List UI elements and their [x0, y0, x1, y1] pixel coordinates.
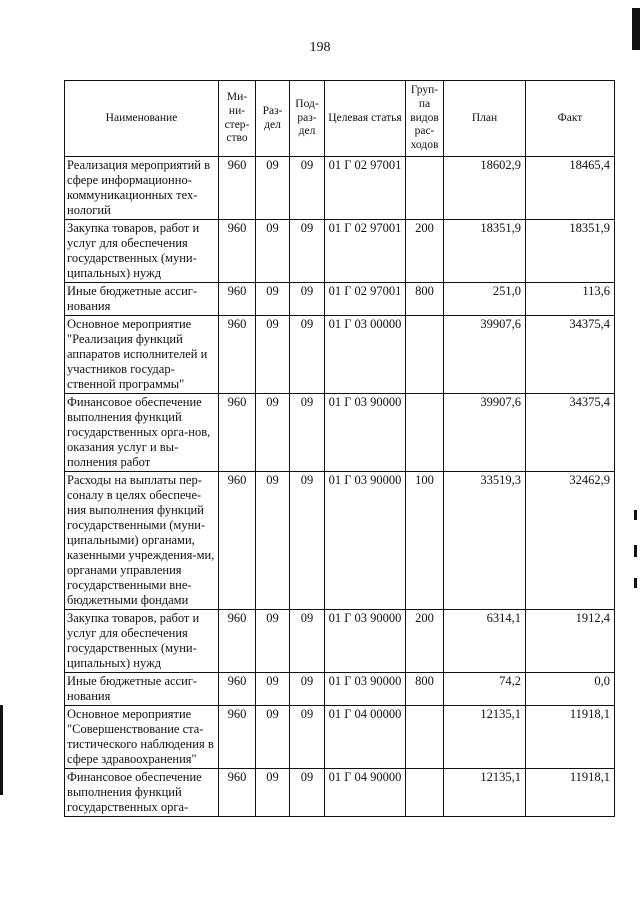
row-target: 01 Г 03 90000 — [325, 472, 406, 610]
scan-edge-mark-3 — [634, 578, 637, 588]
row-target: 01 Г 02 97001 — [325, 220, 406, 283]
row-subsection: 09 — [290, 769, 325, 817]
row-ministry: 960 — [219, 673, 256, 706]
row-target: 01 Г 02 97001 — [325, 283, 406, 316]
row-group — [406, 394, 444, 472]
row-plan: 18351,9 — [444, 220, 526, 283]
row-plan: 39907,6 — [444, 394, 526, 472]
row-plan: 6314,1 — [444, 610, 526, 673]
row-plan: 12135,1 — [444, 706, 526, 769]
table-row — [65, 220, 615, 283]
header-fact: Факт — [526, 81, 615, 157]
row-section: 09 — [256, 610, 290, 673]
row-group: 200 — [406, 610, 444, 673]
scan-edge-mark-left — [0, 705, 3, 795]
table-row — [65, 610, 615, 673]
row-group: 200 — [406, 220, 444, 283]
row-target: 01 Г 03 90000 — [325, 610, 406, 673]
header-target: Целевая статья — [325, 81, 406, 157]
row-section: 09 — [256, 706, 290, 769]
row-ministry: 960 — [219, 610, 256, 673]
scan-edge-mark-2 — [634, 545, 637, 557]
row-section: 09 — [256, 394, 290, 472]
row-ministry: 960 — [219, 220, 256, 283]
row-fact: 34375,4 — [526, 394, 615, 472]
row-fact: 18351,9 — [526, 220, 615, 283]
header-ministry: Ми-ни-стер-ство — [219, 81, 256, 157]
row-section: 09 — [256, 157, 290, 220]
row-target: 01 Г 04 00000 — [325, 706, 406, 769]
row-fact: 11918,1 — [526, 769, 615, 817]
scan-edge-mark-top — [632, 8, 640, 50]
row-subsection: 09 — [290, 394, 325, 472]
row-section: 09 — [256, 283, 290, 316]
row-name: Реализация мероприятий в сфере информационно-коммуникационных тех-нологий — [65, 157, 219, 220]
table-row — [65, 283, 615, 316]
row-fact: 0,0 — [526, 673, 615, 706]
row-subsection: 09 — [290, 316, 325, 394]
row-fact: 113,6 — [526, 283, 615, 316]
header-row — [65, 81, 615, 157]
row-group — [406, 316, 444, 394]
row-target: 01 Г 03 90000 — [325, 673, 406, 706]
table-row — [65, 157, 615, 220]
row-name: Закупка товаров, работ и услуг для обеспечения государственных (муни-ципальных) нужд — [65, 610, 219, 673]
table-row — [65, 316, 615, 394]
table-row — [65, 673, 615, 706]
row-name: Закупка товаров, работ и услуг для обеспечения государственных (муни-ципальных) нужд — [65, 220, 219, 283]
row-name: Расходы на выплаты пер-соналу в целях обеспече-ния выполнения функций государственными (муни-ципальными) органами, казенными учреждения-ми, органами управления государственными вне-бюджетными фондами — [65, 472, 219, 610]
row-name: Финансовое обеспечение выполнения функций государственных орга-нов, оказания услуг и вы-полнения работ — [65, 394, 219, 472]
row-ministry: 960 — [219, 157, 256, 220]
row-section: 09 — [256, 673, 290, 706]
row-plan: 251,0 — [444, 283, 526, 316]
row-group: 800 — [406, 283, 444, 316]
table-row — [65, 706, 615, 769]
row-fact: 18465,4 — [526, 157, 615, 220]
table-row — [65, 769, 615, 817]
row-group: 100 — [406, 472, 444, 610]
row-subsection: 09 — [290, 706, 325, 769]
row-name: Иные бюджетные ассиг-нования — [65, 283, 219, 316]
row-name: Иные бюджетные ассиг-нования — [65, 673, 219, 706]
row-group — [406, 769, 444, 817]
row-plan: 39907,6 — [444, 316, 526, 394]
row-ministry: 960 — [219, 769, 256, 817]
row-ministry: 960 — [219, 316, 256, 394]
row-subsection: 09 — [290, 673, 325, 706]
header-subsection: Под-раз-дел — [290, 81, 325, 157]
row-subsection: 09 — [290, 610, 325, 673]
row-name: Основное мероприятие "Совершенствование ста-тистического наблюдения в сфере здравоохранения" — [65, 706, 219, 769]
row-subsection: 09 — [290, 472, 325, 610]
row-subsection: 09 — [290, 220, 325, 283]
table-row — [65, 472, 615, 610]
row-target: 01 Г 03 00000 — [325, 316, 406, 394]
header-section: Раз-дел — [256, 81, 290, 157]
row-fact: 34375,4 — [526, 316, 615, 394]
row-subsection: 09 — [290, 283, 325, 316]
scan-edge-mark-1 — [634, 510, 637, 520]
row-ministry: 960 — [219, 283, 256, 316]
row-name: Основное мероприятие "Реализация функций аппаратов исполнителей и участников государ-ственной программы" — [65, 316, 219, 394]
row-fact: 1912,4 — [526, 610, 615, 673]
row-fact: 32462,9 — [526, 472, 615, 610]
budget-table — [64, 80, 615, 817]
row-plan: 33519,3 — [444, 472, 526, 610]
row-group — [406, 157, 444, 220]
header-exp-group: Груп-па видов рас-ходов — [406, 81, 444, 157]
row-group: 800 — [406, 673, 444, 706]
row-plan: 74,2 — [444, 673, 526, 706]
row-group — [406, 706, 444, 769]
row-subsection: 09 — [290, 157, 325, 220]
table-row — [65, 394, 615, 472]
row-fact: 11918,1 — [526, 706, 615, 769]
row-plan: 12135,1 — [444, 769, 526, 817]
row-target: 01 Г 02 97001 — [325, 157, 406, 220]
row-target: 01 Г 04 90000 — [325, 769, 406, 817]
row-ministry: 960 — [219, 472, 256, 610]
row-section: 09 — [256, 769, 290, 817]
page-number: 198 — [309, 40, 331, 55]
row-ministry: 960 — [219, 394, 256, 472]
row-section: 09 — [256, 472, 290, 610]
row-plan: 18602,9 — [444, 157, 526, 220]
row-section: 09 — [256, 220, 290, 283]
row-name: Финансовое обеспечение выполнения функций государственных орга- — [65, 769, 219, 817]
row-section: 09 — [256, 316, 290, 394]
header-name: Наименование — [65, 81, 219, 157]
row-ministry: 960 — [219, 706, 256, 769]
header-plan: План — [444, 81, 526, 157]
row-target: 01 Г 03 90000 — [325, 394, 406, 472]
